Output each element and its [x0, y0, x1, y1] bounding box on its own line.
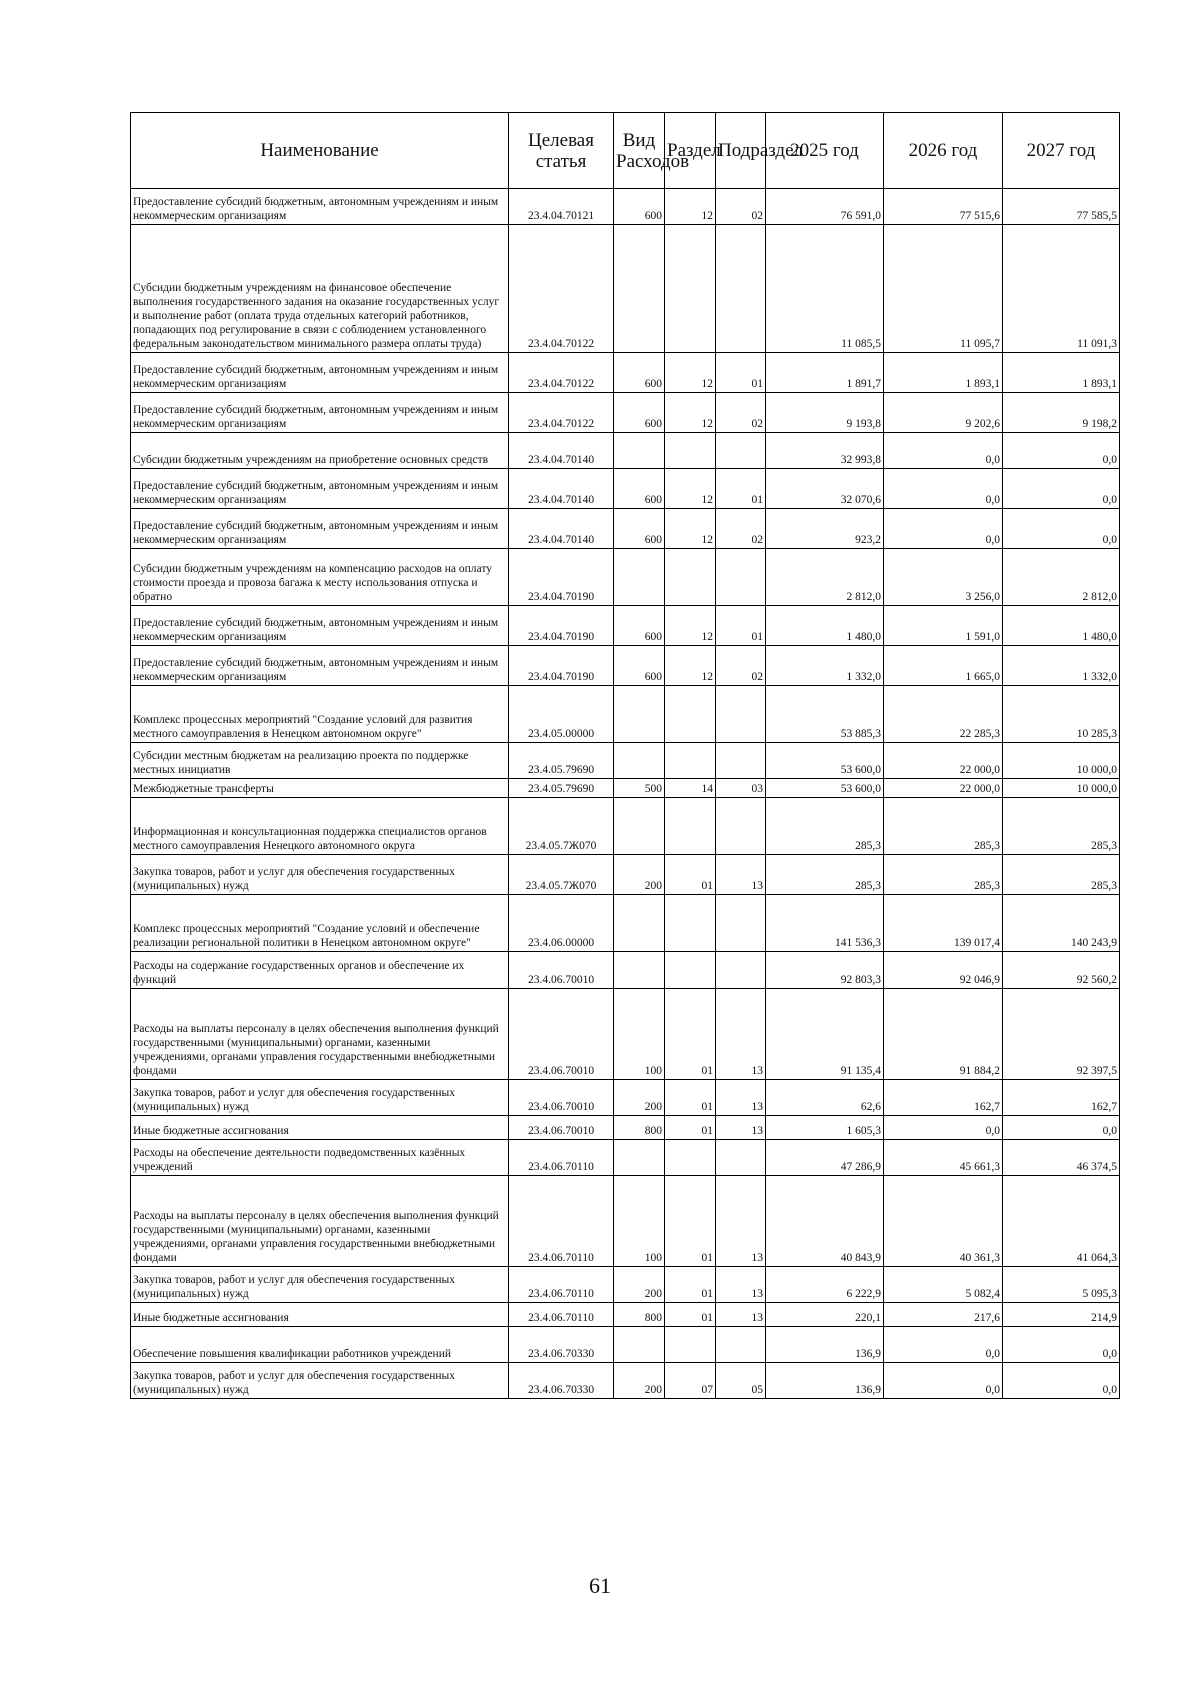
row-section [665, 743, 716, 779]
row-target-article: 23.4.06.70110 [509, 1267, 614, 1303]
row-expense-type: 500 [614, 779, 665, 798]
row-target-article: 23.4.05.7Ж070 [509, 855, 614, 895]
row-section: 01 [665, 1176, 716, 1267]
row-expense-type [614, 895, 665, 952]
row-target-article: 23.4.04.70190 [509, 646, 614, 686]
table-row [131, 743, 1120, 779]
row-name: Предоставление субсидий бюджетным, автономным учреждениям и иным некоммерческим организациям [131, 606, 509, 646]
row-target-article: 23.4.06.70010 [509, 989, 614, 1080]
row-subsection: 01 [716, 606, 766, 646]
row-target-article: 23.4.06.70110 [509, 1303, 614, 1327]
row-target-article: 23.4.05.7Ж070 [509, 798, 614, 855]
row-target-article: 23.4.06.70330 [509, 1363, 614, 1399]
row-subsection: 13 [716, 1303, 766, 1327]
row-amount-2026: 285,3 [884, 855, 1003, 895]
row-subsection: 13 [716, 1176, 766, 1267]
row-amount-2027: 1 332,0 [1003, 646, 1120, 686]
row-name: Субсидии местным бюджетам на реализацию проекта по поддержке местных инициатив [131, 743, 509, 779]
row-name: Иные бюджетные ассигнования [131, 1303, 509, 1327]
table-row [131, 779, 1120, 798]
row-section: 14 [665, 779, 716, 798]
table-row [131, 1116, 1120, 1140]
row-target-article: 23.4.04.70190 [509, 606, 614, 646]
row-amount-2025: 53 600,0 [766, 779, 884, 798]
row-name: Предоставление субсидий бюджетным, автономным учреждениям и иным некоммерческим организациям [131, 469, 509, 509]
row-amount-2026: 22 000,0 [884, 743, 1003, 779]
row-subsection: 03 [716, 779, 766, 798]
row-amount-2026: 40 361,3 [884, 1176, 1003, 1267]
row-amount-2025: 92 803,3 [766, 952, 884, 989]
row-subsection: 02 [716, 189, 766, 225]
row-expense-type: 200 [614, 855, 665, 895]
row-subsection: 01 [716, 469, 766, 509]
row-amount-2027: 92 397,5 [1003, 989, 1120, 1080]
row-amount-2027: 285,3 [1003, 798, 1120, 855]
row-target-article: 23.4.05.00000 [509, 686, 614, 743]
row-amount-2027: 162,7 [1003, 1080, 1120, 1116]
row-name: Расходы на выплаты персоналу в целях обеспечения выполнения функций государственными (муниципальными) органами, казенными учреждениями, органами управления государственными внебюджетными фондами [131, 1176, 509, 1267]
row-subsection: 05 [716, 1363, 766, 1399]
row-target-article: 23.4.06.70010 [509, 1080, 614, 1116]
row-amount-2027: 2 812,0 [1003, 549, 1120, 606]
row-name: Закупка товаров, работ и услуг для обеспечения государственных (муниципальных) нужд [131, 855, 509, 895]
row-amount-2026: 45 661,3 [884, 1140, 1003, 1176]
header-year-2027: 2027 год [1003, 113, 1120, 189]
table-row [131, 952, 1120, 989]
row-amount-2025: 47 286,9 [766, 1140, 884, 1176]
row-target-article: 23.4.06.70010 [509, 1116, 614, 1140]
row-target-article: 23.4.04.70121 [509, 189, 614, 225]
row-target-article: 23.4.05.79690 [509, 743, 614, 779]
row-section: 12 [665, 606, 716, 646]
row-amount-2026: 217,6 [884, 1303, 1003, 1327]
row-amount-2026: 0,0 [884, 509, 1003, 549]
row-amount-2025: 1 605,3 [766, 1116, 884, 1140]
row-amount-2025: 220,1 [766, 1303, 884, 1327]
row-expense-type: 600 [614, 353, 665, 393]
row-amount-2026: 91 884,2 [884, 989, 1003, 1080]
table-row [131, 798, 1120, 855]
row-target-article: 23.4.05.79690 [509, 779, 614, 798]
row-subsection [716, 225, 766, 353]
table-row [131, 1140, 1120, 1176]
row-amount-2026: 0,0 [884, 469, 1003, 509]
row-amount-2025: 53 600,0 [766, 743, 884, 779]
row-section [665, 952, 716, 989]
row-expense-type [614, 1327, 665, 1363]
row-amount-2027: 140 243,9 [1003, 895, 1120, 952]
row-section: 01 [665, 855, 716, 895]
row-section [665, 1327, 716, 1363]
row-amount-2027: 11 091,3 [1003, 225, 1120, 353]
row-amount-2026: 0,0 [884, 1116, 1003, 1140]
row-name: Предоставление субсидий бюджетным, автономным учреждениям и иным некоммерческим организациям [131, 646, 509, 686]
row-expense-type: 100 [614, 1176, 665, 1267]
row-section: 07 [665, 1363, 716, 1399]
row-amount-2026: 22 285,3 [884, 686, 1003, 743]
row-name: Информационная и консультационная поддержка специалистов органов местного самоуправления Ненецкого автономного округа [131, 798, 509, 855]
row-section [665, 433, 716, 469]
table-row [131, 646, 1120, 686]
row-amount-2025: 6 222,9 [766, 1267, 884, 1303]
row-amount-2026: 5 082,4 [884, 1267, 1003, 1303]
page-number: 61 [589, 1573, 611, 1598]
row-name: Предоставление субсидий бюджетным, автономным учреждениям и иным некоммерческим организациям [131, 393, 509, 433]
row-name: Обеспечение повышения квалификации работников учреждений [131, 1327, 509, 1363]
row-section: 12 [665, 646, 716, 686]
row-amount-2025: 285,3 [766, 855, 884, 895]
row-target-article: 23.4.04.70190 [509, 549, 614, 606]
row-expense-type: 600 [614, 509, 665, 549]
row-amount-2025: 9 193,8 [766, 393, 884, 433]
header-name: Наименование [131, 113, 509, 189]
row-amount-2025: 1 332,0 [766, 646, 884, 686]
row-amount-2025: 2 812,0 [766, 549, 884, 606]
header-expense-type: Вид Расходов [614, 113, 665, 189]
row-section [665, 225, 716, 353]
row-target-article: 23.4.06.70110 [509, 1176, 614, 1267]
table-body [131, 189, 1120, 1399]
row-amount-2027: 0,0 [1003, 433, 1120, 469]
row-target-article: 23.4.04.70140 [509, 469, 614, 509]
row-expense-type [614, 952, 665, 989]
row-name: Субсидии бюджетным учреждениям на финансовое обеспечение выполнения государственного задания на оказание государственных услуг и выполнение работ (оплата труда отдельных категорий работников, попадающих под регулирование в связи с соблюдением установленного федеральным законодательством минимального размера оплаты труда) [131, 225, 509, 353]
table-row [131, 1267, 1120, 1303]
row-amount-2027: 9 198,2 [1003, 393, 1120, 433]
row-amount-2027: 0,0 [1003, 1363, 1120, 1399]
row-subsection [716, 686, 766, 743]
row-amount-2026: 285,3 [884, 798, 1003, 855]
row-amount-2026: 22 000,0 [884, 779, 1003, 798]
row-expense-type: 100 [614, 989, 665, 1080]
row-amount-2026: 162,7 [884, 1080, 1003, 1116]
row-amount-2025: 136,9 [766, 1363, 884, 1399]
row-expense-type: 600 [614, 469, 665, 509]
row-amount-2026: 1 665,0 [884, 646, 1003, 686]
row-amount-2027: 214,9 [1003, 1303, 1120, 1327]
row-section: 12 [665, 509, 716, 549]
row-amount-2027: 285,3 [1003, 855, 1120, 895]
row-amount-2025: 1 480,0 [766, 606, 884, 646]
header-target-article: Целевая статья [509, 113, 614, 189]
row-section: 12 [665, 393, 716, 433]
row-amount-2027: 92 560,2 [1003, 952, 1120, 989]
table-row [131, 686, 1120, 743]
table-row [131, 433, 1120, 469]
table-row [131, 549, 1120, 606]
table-row [131, 225, 1120, 353]
row-expense-type: 200 [614, 1267, 665, 1303]
row-expense-type [614, 686, 665, 743]
header-subsection: Подраздел [716, 113, 766, 189]
row-name: Комплекс процессных мероприятий "Создание условий и обеспечение реализации региональной политики в Ненецком автономном округе" [131, 895, 509, 952]
table-row [131, 1080, 1120, 1116]
row-section [665, 686, 716, 743]
row-amount-2027: 0,0 [1003, 509, 1120, 549]
row-target-article: 23.4.04.70122 [509, 225, 614, 353]
row-expense-type: 800 [614, 1116, 665, 1140]
row-amount-2025: 1 891,7 [766, 353, 884, 393]
row-amount-2027: 41 064,3 [1003, 1176, 1120, 1267]
row-expense-type: 600 [614, 606, 665, 646]
row-target-article: 23.4.04.70140 [509, 509, 614, 549]
row-name: Закупка товаров, работ и услуг для обеспечения государственных (муниципальных) нужд [131, 1363, 509, 1399]
row-expense-type: 600 [614, 189, 665, 225]
row-amount-2027: 1 480,0 [1003, 606, 1120, 646]
row-amount-2025: 32 070,6 [766, 469, 884, 509]
row-section [665, 549, 716, 606]
table-row [131, 189, 1120, 225]
row-subsection: 13 [716, 989, 766, 1080]
row-name: Расходы на содержание государственных органов и обеспечение их функций [131, 952, 509, 989]
row-name: Расходы на выплаты персоналу в целях обеспечения выполнения функций государственными (муниципальными) органами, казенными учреждениями, органами управления государственными внебюджетными фондами [131, 989, 509, 1080]
row-amount-2027: 5 095,3 [1003, 1267, 1120, 1303]
row-name: Комплекс процессных мероприятий "Создание условий для развития местного самоуправления в Ненецком автономном округе" [131, 686, 509, 743]
row-subsection: 01 [716, 353, 766, 393]
row-target-article: 23.4.04.70122 [509, 393, 614, 433]
row-target-article: 23.4.04.70140 [509, 433, 614, 469]
table-row [131, 1327, 1120, 1363]
row-amount-2027: 1 893,1 [1003, 353, 1120, 393]
row-amount-2025: 11 085,5 [766, 225, 884, 353]
row-subsection: 02 [716, 646, 766, 686]
row-section [665, 1140, 716, 1176]
row-section: 01 [665, 1116, 716, 1140]
row-expense-type: 800 [614, 1303, 665, 1327]
row-amount-2025: 32 993,8 [766, 433, 884, 469]
row-expense-type [614, 1140, 665, 1176]
row-expense-type [614, 743, 665, 779]
row-section: 12 [665, 353, 716, 393]
row-name: Предоставление субсидий бюджетным, автономным учреждениям и иным некоммерческим организациям [131, 509, 509, 549]
table-row [131, 855, 1120, 895]
row-section: 01 [665, 989, 716, 1080]
table-row [131, 1303, 1120, 1327]
row-amount-2026: 0,0 [884, 1327, 1003, 1363]
row-subsection [716, 952, 766, 989]
row-amount-2025: 91 135,4 [766, 989, 884, 1080]
row-name: Предоставление субсидий бюджетным, автономным учреждениям и иным некоммерческим организациям [131, 189, 509, 225]
row-amount-2025: 285,3 [766, 798, 884, 855]
row-subsection: 13 [716, 1080, 766, 1116]
row-amount-2026: 11 095,7 [884, 225, 1003, 353]
row-expense-type [614, 798, 665, 855]
row-amount-2026: 3 256,0 [884, 549, 1003, 606]
row-amount-2026: 77 515,6 [884, 189, 1003, 225]
table-row [131, 469, 1120, 509]
row-name: Межбюджетные трансферты [131, 779, 509, 798]
row-subsection: 13 [716, 1116, 766, 1140]
row-expense-type: 200 [614, 1080, 665, 1116]
row-subsection: 13 [716, 1267, 766, 1303]
row-amount-2027: 77 585,5 [1003, 189, 1120, 225]
row-subsection: 13 [716, 855, 766, 895]
row-subsection [716, 895, 766, 952]
row-expense-type: 600 [614, 393, 665, 433]
row-amount-2026: 92 046,9 [884, 952, 1003, 989]
table-header-row [131, 113, 1120, 189]
row-target-article: 23.4.04.70122 [509, 353, 614, 393]
budget-table [130, 112, 1120, 1399]
row-expense-type [614, 225, 665, 353]
table-row [131, 393, 1120, 433]
row-name: Предоставление субсидий бюджетным, автономным учреждениям и иным некоммерческим организациям [131, 353, 509, 393]
row-target-article: 23.4.06.70330 [509, 1327, 614, 1363]
row-section: 01 [665, 1080, 716, 1116]
row-expense-type [614, 549, 665, 606]
row-amount-2027: 0,0 [1003, 1116, 1120, 1140]
row-amount-2026: 0,0 [884, 433, 1003, 469]
row-subsection [716, 549, 766, 606]
row-section: 01 [665, 1267, 716, 1303]
row-amount-2027: 10 000,0 [1003, 779, 1120, 798]
row-section [665, 895, 716, 952]
row-name: Закупка товаров, работ и услуг для обеспечения государственных (муниципальных) нужд [131, 1080, 509, 1116]
header-section: Раздел [665, 113, 716, 189]
row-subsection: 02 [716, 509, 766, 549]
row-amount-2025: 141 536,3 [766, 895, 884, 952]
row-section [665, 798, 716, 855]
row-amount-2027: 10 000,0 [1003, 743, 1120, 779]
row-subsection [716, 1327, 766, 1363]
table-row [131, 1363, 1120, 1399]
row-name: Расходы на обеспечение деятельности подведомственных казённых учреждений [131, 1140, 509, 1176]
header-year-2025: 2025 год [766, 113, 884, 189]
row-section: 01 [665, 1303, 716, 1327]
header-year-2026: 2026 год [884, 113, 1003, 189]
row-name: Субсидии бюджетным учреждениям на приобретение основных средств [131, 433, 509, 469]
row-expense-type: 600 [614, 646, 665, 686]
row-expense-type [614, 433, 665, 469]
row-subsection [716, 433, 766, 469]
row-name: Закупка товаров, работ и услуг для обеспечения государственных (муниципальных) нужд [131, 1267, 509, 1303]
row-amount-2025: 76 591,0 [766, 189, 884, 225]
row-amount-2027: 10 285,3 [1003, 686, 1120, 743]
row-section: 12 [665, 189, 716, 225]
table-row [131, 895, 1120, 952]
row-section: 12 [665, 469, 716, 509]
row-name: Иные бюджетные ассигнования [131, 1116, 509, 1140]
row-subsection: 02 [716, 393, 766, 433]
row-amount-2025: 923,2 [766, 509, 884, 549]
row-target-article: 23.4.06.00000 [509, 895, 614, 952]
row-amount-2027: 46 374,5 [1003, 1140, 1120, 1176]
row-subsection [716, 743, 766, 779]
row-amount-2025: 136,9 [766, 1327, 884, 1363]
row-amount-2027: 0,0 [1003, 469, 1120, 509]
row-amount-2027: 0,0 [1003, 1327, 1120, 1363]
row-expense-type: 200 [614, 1363, 665, 1399]
row-name: Субсидии бюджетным учреждениям на компенсацию расходов на оплату стоимости проезда и провоза багажа к месту использования отпуска и обратно [131, 549, 509, 606]
table-row [131, 1176, 1120, 1267]
row-target-article: 23.4.06.70110 [509, 1140, 614, 1176]
row-target-article: 23.4.06.70010 [509, 952, 614, 989]
row-subsection [716, 798, 766, 855]
row-amount-2025: 53 885,3 [766, 686, 884, 743]
table-row [131, 606, 1120, 646]
table-row [131, 989, 1120, 1080]
row-subsection [716, 1140, 766, 1176]
row-amount-2026: 1 893,1 [884, 353, 1003, 393]
table-row [131, 353, 1120, 393]
row-amount-2026: 0,0 [884, 1363, 1003, 1399]
table-row [131, 509, 1120, 549]
row-amount-2026: 9 202,6 [884, 393, 1003, 433]
row-amount-2025: 40 843,9 [766, 1176, 884, 1267]
row-amount-2026: 139 017,4 [884, 895, 1003, 952]
row-amount-2025: 62,6 [766, 1080, 884, 1116]
row-amount-2026: 1 591,0 [884, 606, 1003, 646]
